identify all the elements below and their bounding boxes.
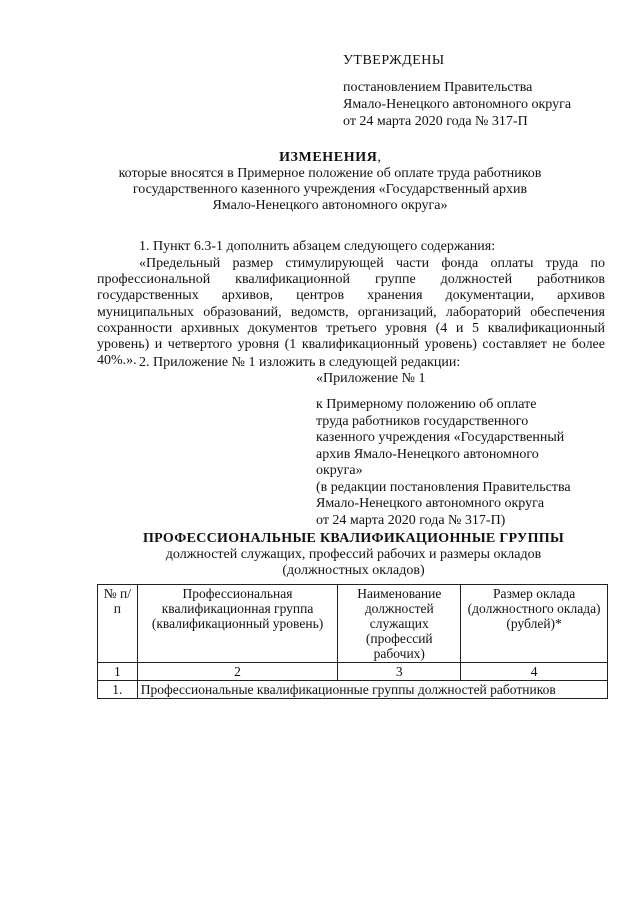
table-header-cell: Профессиональная квалификационная группа (квалификационный уровень) xyxy=(137,585,338,663)
item1-quote: «Предельный размер стимулирующей части фонда оплаты труда по профессиональной квалификационной группе должностей работников государственных архивов, центров хранения документации, архивов муниципальных образований, ведомств, организаций, лабораторий обеспечения сохранности архивных документов третьего уровня (4 и 5 квалификационный уровень) и четвертого уровня (1 квалификационный уровень) составляет не более 40%.». xyxy=(97,256,605,369)
appendix-title: «Приложение № 1 xyxy=(316,371,426,386)
changes-heading xyxy=(100,150,560,214)
changes-subtitle-line: государственного казенного учреждения «Государственный архив xyxy=(132,182,528,197)
table-header-cell: Наименование должностей служащих (профессий рабочих) xyxy=(338,585,461,663)
appendix-line: (в редакции постановления Правительства xyxy=(316,479,571,495)
appendix-line: архив Ямало-Ненецкого автономного xyxy=(316,446,539,462)
column-number-cell: 4 xyxy=(461,663,608,681)
row-number-cell: 1. xyxy=(98,681,138,699)
table-column-number-row xyxy=(98,663,608,681)
approval-stamp xyxy=(343,52,571,130)
approval-title: УТВЕРЖДЕНЫ xyxy=(343,53,445,68)
approval-line: постановлением Правительства xyxy=(343,80,533,95)
changes-subtitle-line: которые вносятся в Примерное положение об оплате труда работников xyxy=(118,166,542,181)
item2-intro: 2. Приложение № 1 изложить в следующей редакции: xyxy=(139,355,461,370)
salary-table xyxy=(97,584,608,699)
appendix-caption xyxy=(316,397,616,529)
approval-line: от 24 марта 2020 года № 317-П xyxy=(343,114,528,129)
appendix-line: казенного учреждения «Государственный xyxy=(316,430,565,445)
appendix-line: округа» xyxy=(316,463,363,478)
groups-title: ПРОФЕССИОНАЛЬНЫЕ КВАЛИФИКАЦИОННЫЕ ГРУППЫ xyxy=(142,531,565,546)
row-text-cell: Профессиональные квалификационные группы должностей работников xyxy=(137,681,607,699)
column-number-cell: 2 xyxy=(137,663,338,681)
appendix-line: труда работников государственного xyxy=(316,413,529,429)
item1-intro: 1. Пункт 6.3-1 дополнить абзацем следующего содержания: xyxy=(139,239,496,254)
approval-line: Ямало-Ненецкого автономного округа xyxy=(343,97,572,112)
table-header-cell: № п/п xyxy=(98,585,138,663)
appendix-line: к Примерному положению об оплате xyxy=(316,397,537,412)
groups-heading xyxy=(97,531,610,579)
changes-subtitle-line: Ямало-Ненецкого автономного округа» xyxy=(212,198,448,213)
changes-title: ИЗМЕНЕНИЯ xyxy=(279,150,378,165)
changes-title-suffix: , xyxy=(377,150,381,165)
column-number-cell: 1 xyxy=(98,663,138,681)
table-header-cell: Размер оклада (должностного оклада) (рублей)* xyxy=(461,585,608,663)
groups-subtitle-line: (должностных окладов) xyxy=(282,563,425,578)
appendix-line: от 24 марта 2020 года № 317-П) xyxy=(316,512,506,528)
table-header-row xyxy=(98,585,608,663)
groups-subtitle-line: должностей служащих, профессий рабочих и размеры окладов xyxy=(165,547,542,562)
appendix-line: Ямало-Ненецкого автономного округа xyxy=(316,496,545,511)
table-row xyxy=(98,681,608,699)
column-number-cell: 3 xyxy=(338,663,461,681)
